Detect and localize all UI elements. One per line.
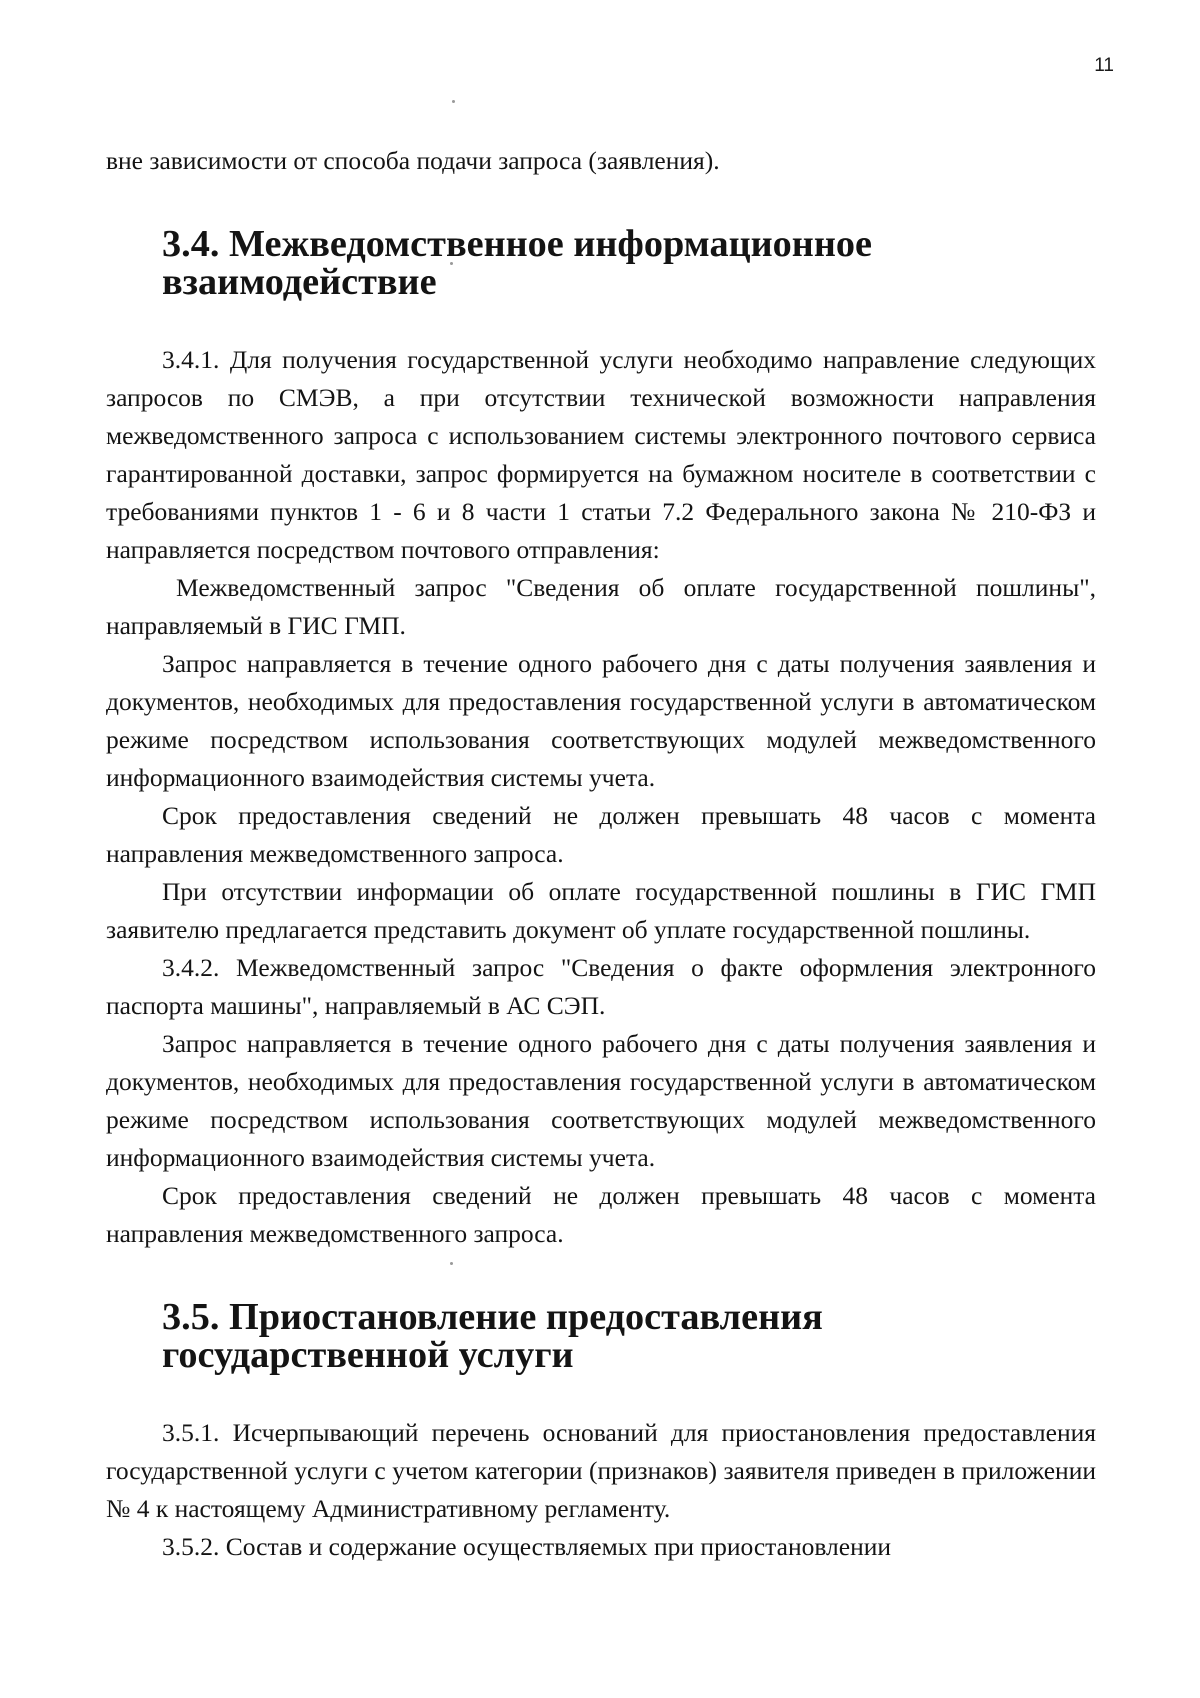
section-heading-3-4: 3.4. Межведомственное информационное взаимодействие — [162, 223, 872, 303]
paragraph-3-4-2: 3.4.2. Межведомственный запрос "Сведения о факте оформления электронного паспорта машины", направляемый в АС СЭП. — [106, 953, 1096, 1020]
document-body — [106, 142, 1096, 1566]
paragraph-request-timing-2: Запрос направляется в течение одного рабочего дня с даты получения заявления и документов, необходимых для предоставления государственной услуги в автоматическом режиме посредством использования соответствующих модулей межведомственного информационного взаимодействия системы учета. — [106, 1029, 1096, 1172]
paragraph-missing-payment: При отсутствии информации об оплате государственной пошлины в ГИС ГМП заявителю предлагается представить документ об уплате государственной пошлины. — [106, 877, 1096, 944]
section-heading-3-5: 3.5. Приостановление предоставления государственной услуги — [162, 1296, 823, 1376]
paragraph-3-4-1: 3.4.1. Для получения государственной услуги необходимо направление следующих запросов по СМЭВ, а при отсутствии технической возможности направления межведомственного запроса с использованием системы электронного почтового сервиса гарантированной доставки, запрос формируется на бумажном носителе в соответствии с требованиями пунктов 1 - 6 и 8 части 1 статьи 7.2 Федерального закона № 210-ФЗ и направляется посредством почтового отправления: — [106, 345, 1096, 564]
paragraph-response-deadline: Срок предоставления сведений не должен превышать 48 часов с момента направления межведомственного запроса. — [106, 801, 1096, 868]
page-number: 11 — [1094, 55, 1114, 76]
paragraph-3-5-2: 3.5.2. Состав и содержание осуществляемых при приостановлении — [162, 1532, 892, 1561]
intro-paragraph: вне зависимости от способа подачи запроса (заявления). — [106, 146, 720, 175]
paragraph-response-deadline-2: Срок предоставления сведений не должен превышать 48 часов с момента направления межведомственного запроса. — [106, 1181, 1096, 1248]
paragraph-gis-gmp-request: Межведомственный запрос "Сведения об оплате государственной пошлины", направляемый в ГИС ГМП. — [106, 573, 1096, 640]
scan-speck — [452, 100, 455, 103]
paragraph-request-timing: Запрос направляется в течение одного рабочего дня с даты получения заявления и документов, необходимых для предоставления государственной услуги в автоматическом режиме посредством использования соответствующих модулей межведомственного информационного взаимодействия системы учета. — [106, 649, 1096, 792]
paragraph-3-5-1: 3.5.1. Исчерпывающий перечень оснований для приостановления предоставления государственной услуги с учетом категории (признаков) заявителя приведен в приложении № 4 к настоящему Административному регламенту. — [106, 1418, 1096, 1523]
